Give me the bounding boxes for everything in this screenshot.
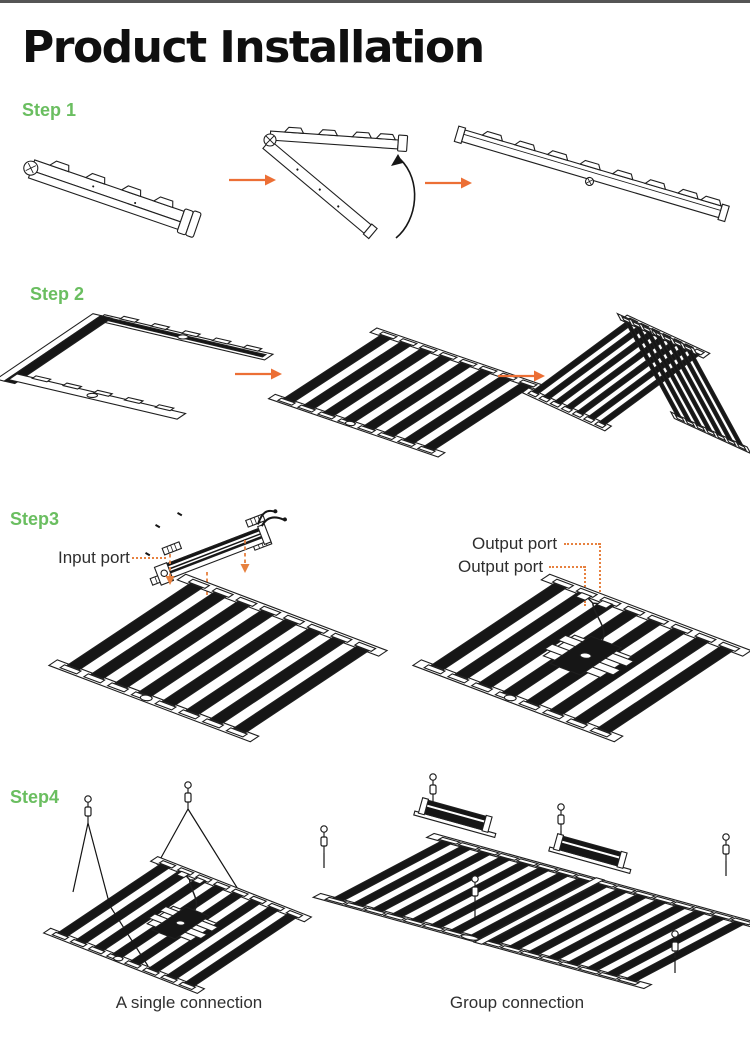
- top-border-line: [0, 0, 750, 3]
- output-port-leader-line: [549, 566, 585, 568]
- unfolding-bar-illustration: [250, 110, 425, 255]
- input-port-label: Input port: [58, 548, 130, 567]
- output-port-leader-line: [564, 543, 600, 545]
- half-folded-panel-illustration: [518, 296, 750, 458]
- single-connection-illustration: [15, 788, 327, 1006]
- output-port-label-1: Output port: [472, 534, 558, 553]
- step1-label: Step 1: [22, 100, 77, 120]
- group-connection-illustration: [318, 776, 750, 1004]
- panel-output-illustration: [408, 570, 748, 770]
- step4-label: Step4: [10, 787, 60, 807]
- folded-bar-illustration: [15, 126, 220, 244]
- output-port-label-2: Output port: [458, 557, 544, 576]
- group-connection-caption: Group connection: [449, 993, 585, 1012]
- flat-panel-illustration: [258, 294, 553, 479]
- single-connection-caption: A single connection: [115, 993, 263, 1012]
- panel-input-illustration: [44, 570, 384, 770]
- unfolded-bar-illustration: [455, 116, 745, 231]
- step3-label: Step3: [10, 509, 60, 529]
- page-title: Product Installation: [22, 22, 484, 73]
- step2-label: Step 2: [30, 284, 85, 304]
